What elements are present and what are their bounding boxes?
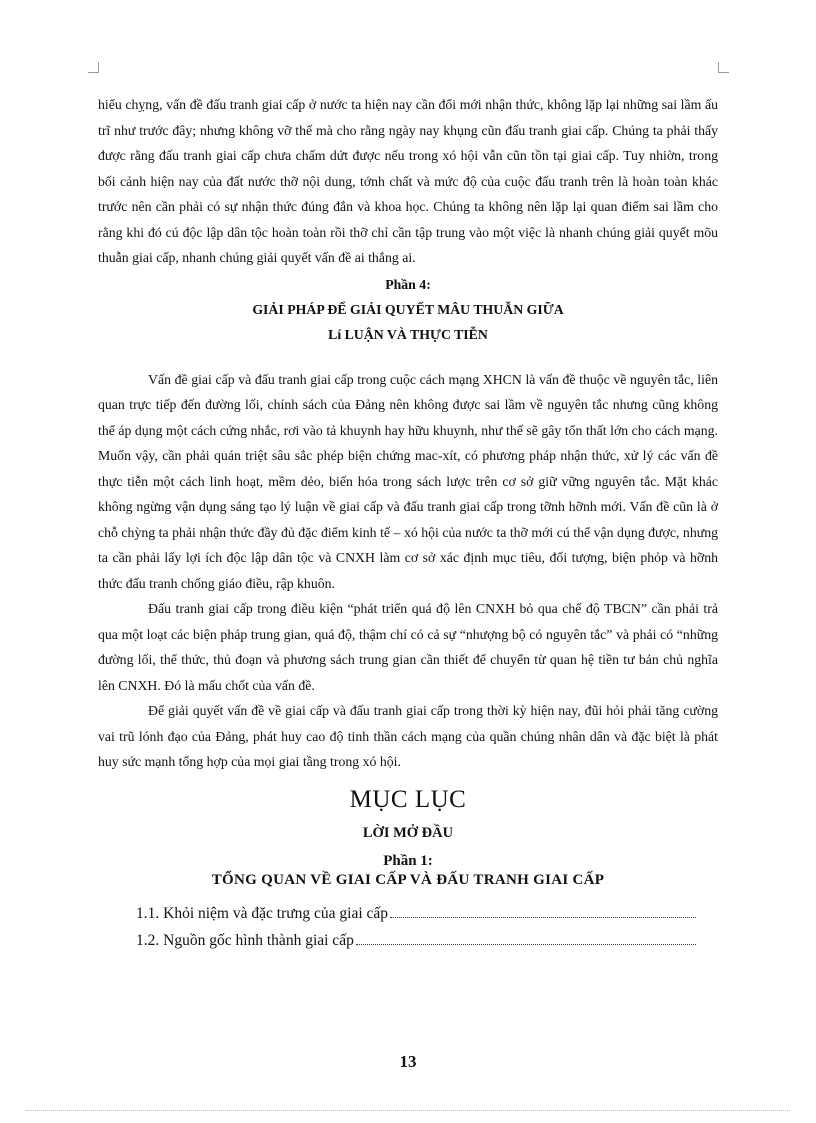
toc-part-title: TỔNG QUAN VỀ GIAI CẤP VÀ ĐẤU TRANH GIAI CẤP <box>211 871 605 888</box>
page-bottom-rule <box>26 1110 790 1111</box>
crop-mark-top-right <box>718 62 729 73</box>
toc-part-label: Phần 1: <box>383 852 433 869</box>
body-paragraph: Vấn đề giai cấp và đấu tranh giai cấp trong cuộc cách mạng XHCN là vấn đề thuộc về nguyên tắc, liên quan trực tiếp đến đường lối, chính sách của Đảng nên không được sai lầm về nguyên tắc nhưng cũng không thể áp dụng một cách cứng nhắc, rơi vào tả khuynh hay hữu khuynh, như thế sẽ gây tổn thất lớn cho cách mạng. Muốn vậy, cần phải quán triệt sâu sắc phép biện chứng mac-xít, có phương pháp nhận thức, xử lý các vấn đề thực tiễn một cách linh hoạt, mềm dẻo, biến hóa trong sách lược trên cơ sở giữ vững nguyên tắc. Mặt khác không ngừng vận dụng sáng tạo lý luận về giai cấp và đấu tranh giai cấp trong tỡnh hỡnh mới. Vấn đề cũn là ở chỗ chỳng ta phải nhận thức đầy đủ đặc điểm kinh tế – xó hội của nước ta thỡ mới cú thể vận dụng được, nhưng ta cần phải lấy lợi ích độc lập dân tộc và CNXH làm cơ sở xác định mục tiêu, đối tượng, biện phỏp và hỡnh thức đấu tranh chống giáo điều, rập khuôn. <box>98 371 718 591</box>
body-paragraph: Đấu tranh giai cấp trong điều kiện “phát triển quá độ lên CNXH bỏ qua chế độ TBCN” cần phải trả qua một loạt các biện pháp trung gian, quá độ, thậm chí có cả sự “nhượng bộ có nguyên tắc” và phải có “những đường lối, thể thức, thủ đoạn và phương sách trung gian cần thiết để chuyển từ quan hệ tiền tư bản chủ nghĩa lên CNXH. Đó là mấu chốt của vấn đề. <box>98 601 718 693</box>
crop-mark-top-left <box>88 62 99 73</box>
toc-entry-label: 1.1. Khỏi niệm và đặc trưng của giai cấp <box>136 904 389 922</box>
section-title-line-1: GIẢI PHÁP ĐỂ GIẢI QUYẾT MÂU THUẪN GIỮA <box>252 301 564 317</box>
page-content <box>98 92 718 954</box>
section-part-label: Phần 4: <box>385 276 431 292</box>
toc-entry[interactable] <box>136 900 698 927</box>
toc-intro-heading: LỜI MỞ ĐẦU <box>362 824 454 841</box>
toc-entry[interactable] <box>136 927 698 954</box>
spacer <box>98 347 718 367</box>
body-paragraph: hiểu chỵng, vấn đề đấu tranh giai cấp ở nước ta hiện nay cần đổi mới nhận thức, không lặp lại những sai lầm ấu trĩ như trước đây; nhưng không vỡ thế mà cho rằng ngày nay khụng cũn đấu tranh giai cấp. Chúng ta phải thấy được rằng đấu tranh giai cấp chưa chấm dứt được nếu trong xó hội vẫn cũn tồn tại giai cấp. Tuy nhiờn, trong bối cảnh hiện nay của đất nước thỡ nội dung, tớnh chất và mức độ của cuộc đấu tranh trên là hoàn toàn khác trước nên cần phải có sự nhận thức đúng đắn và khoa học. Chúng ta không nên lặp lại quan điểm sai lầm cho rằng khi đó cú độc lập dân tộc hoàn toàn rồi thỡ chỉ cần tập trung vào một việc là nhanh chúng giải quyết mõu thuẫn giai cấp, nhanh chúng giải quyết vấn đề ai thắng ai. <box>98 97 718 265</box>
section-title-line-2: Lí LUẬN VÀ THỰC TIỄN <box>328 326 488 342</box>
toc-entry-label: 1.2. Nguồn gốc hình thành giai cấp <box>136 931 354 949</box>
body-paragraph: Để giải quyết vấn đề về giai cấp và đấu tranh giai cấp trong thời kỳ hiện nay, đũi hỏi phải tăng cường vai trũ lónh đạo của Đảng, phát huy cao độ tinh thần cách mạng của quần chúng nhân dân và đặc biệt là phát huy sức mạnh tổng hợp của mọi giai tầng trong xó hội. <box>98 703 718 769</box>
page-number: 13 <box>399 1052 417 1071</box>
toc-title: MỤC LỤC <box>349 785 467 813</box>
toc-dot-leader <box>356 944 696 945</box>
toc-dot-leader <box>390 917 696 918</box>
